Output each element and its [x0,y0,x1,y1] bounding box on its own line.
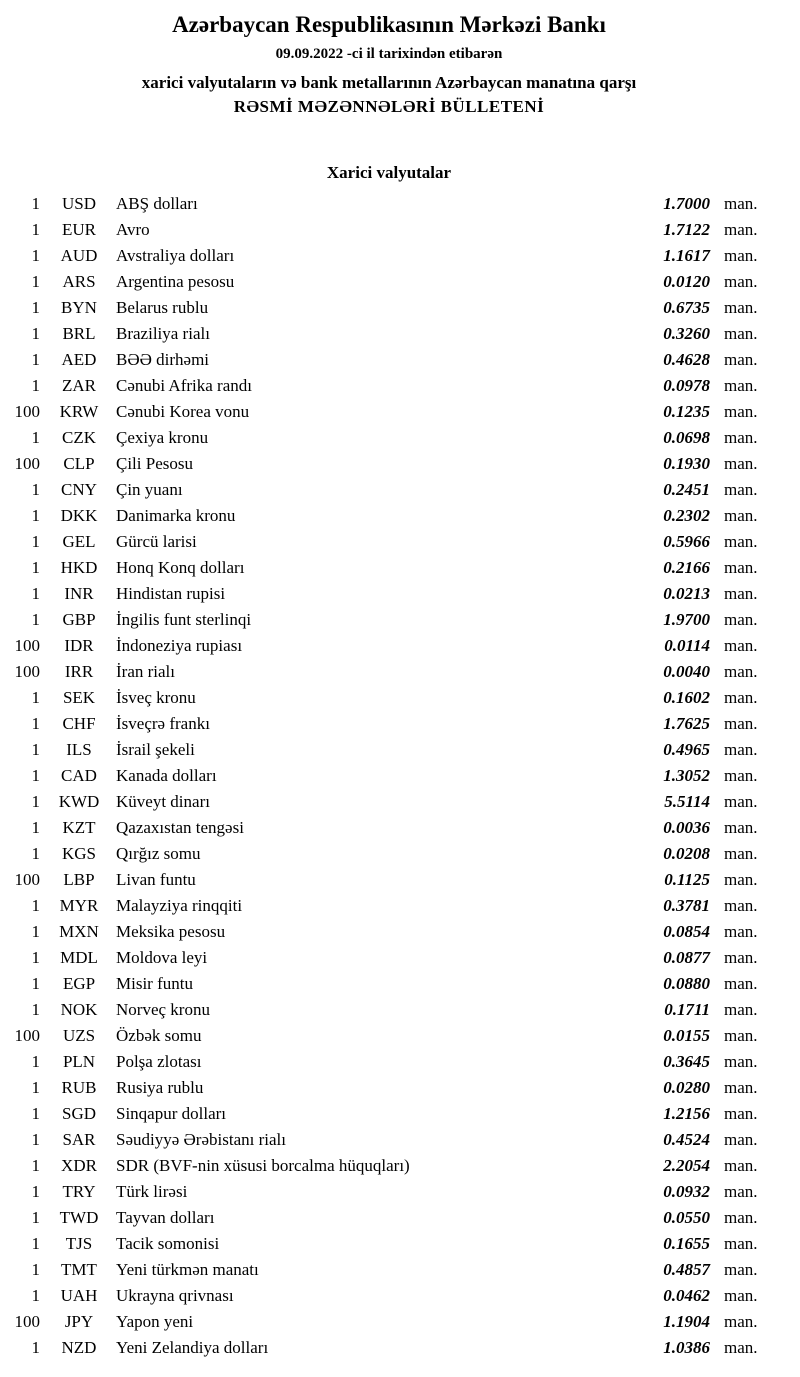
currency-name: Özbək somu [116,1026,202,1045]
rate-row [8,763,770,789]
currency-code: KGS [61,844,96,863]
currency-quantity: 1 [31,1052,40,1071]
unit-label: man. [724,298,758,317]
rate-value: 0.1711 [664,1000,710,1019]
currency-name: ABŞ dolları [116,194,198,213]
rate-value: 0.2302 [663,506,710,525]
unit-label: man. [724,948,758,967]
section-title-foreign-currencies: Xarici valyutalar [326,163,452,182]
currency-name: İran rialı [116,662,175,681]
currency-code: SGD [61,1104,96,1123]
currency-name: Argentina pesosu [116,272,235,291]
unit-label: man. [724,922,758,941]
currency-code: RUB [61,1078,97,1097]
unit-label: man. [724,506,758,525]
currency-code: JPY [64,1312,94,1331]
rate-row [8,321,770,347]
currency-quantity: 1 [31,324,40,343]
rate-value: 0.2451 [663,480,710,499]
rate-row [8,919,770,945]
unit-label: man. [724,610,758,629]
subtitle-line: xarici valyutaların və bank metallarının Azərbaycan manatına qarşı [141,73,637,92]
rate-value: 0.0550 [663,1208,710,1227]
unit-label: man. [724,844,758,863]
currency-code: IDR [64,636,94,655]
currency-name: İsrail şekeli [116,740,195,759]
rate-value: 0.3645 [663,1052,710,1071]
currency-quantity: 1 [31,428,40,447]
rate-row [8,399,770,425]
rate-value: 0.4965 [663,740,710,759]
rate-value: 5.5114 [664,792,710,811]
currency-code: CAD [61,766,97,785]
currency-quantity: 1 [31,1104,40,1123]
rate-value: 0.0462 [663,1286,710,1305]
rate-value: 0.3781 [663,896,710,915]
currency-code: CHF [62,714,96,733]
currency-name: Avro [116,220,150,239]
currency-quantity: 1 [31,1338,40,1357]
currency-code: EUR [62,220,96,239]
currency-code: CNY [61,480,97,499]
unit-label: man. [724,246,758,265]
currency-quantity: 1 [31,1286,40,1305]
currency-code: GBP [62,610,96,629]
currency-code: NZD [61,1338,97,1357]
currency-code: USD [61,194,96,213]
currency-quantity: 100 [14,636,40,655]
unit-label: man. [724,324,758,343]
currency-code: KZT [62,818,96,837]
currency-name: Ukrayna qrivnası [116,1286,234,1305]
rate-value: 0.0036 [663,818,710,837]
rate-row [8,347,770,373]
currency-quantity: 100 [14,454,40,473]
rate-value: 0.4628 [663,350,710,369]
unit-label: man. [724,584,758,603]
currency-quantity: 1 [31,766,40,785]
currency-quantity: 1 [31,1234,40,1253]
rate-value: 0.4524 [663,1130,710,1149]
currency-code: CLP [63,454,95,473]
unit-label: man. [724,1000,758,1019]
unit-label: man. [724,454,758,473]
currency-name: Küveyt dinarı [116,792,210,811]
currency-code: MYR [59,896,99,915]
unit-label: man. [724,1156,758,1175]
rate-value: 2.2054 [663,1156,710,1175]
unit-label: man. [724,1104,758,1123]
currency-code: INR [64,584,94,603]
rate-value: 0.0880 [663,974,710,993]
currency-name: Cənubi Korea vonu [116,402,250,421]
unit-label: man. [724,766,758,785]
rate-row [8,451,770,477]
rate-value: 0.0698 [663,428,710,447]
currency-name: Çexiya kronu [116,428,209,447]
rate-value: 0.0978 [663,376,710,395]
rate-row [8,477,770,503]
rate-value: 0.2166 [663,558,710,577]
currency-quantity: 1 [31,818,40,837]
rate-row [8,607,770,633]
currency-quantity: 100 [14,662,40,681]
currency-name: Meksika pesosu [116,922,226,941]
currency-name: Livan funtu [116,870,196,889]
unit-label: man. [724,714,758,733]
rate-row [8,1049,770,1075]
unit-label: man. [724,1260,758,1279]
unit-label: man. [724,1286,758,1305]
rate-row [8,1153,770,1179]
currency-name: İndoneziya rupiası [116,636,243,655]
unit-label: man. [724,220,758,239]
rate-value: 0.0208 [663,844,710,863]
currency-quantity: 1 [31,194,40,213]
currency-code: BYN [61,298,97,317]
currency-name: Səudiyyə Ərəbistanı rialı [116,1130,286,1149]
rate-row [8,711,770,737]
currency-name: Danimarka kronu [116,506,236,525]
unit-label: man. [724,740,758,759]
currency-quantity: 1 [31,298,40,317]
rate-row [8,425,770,451]
currency-quantity: 100 [14,1312,40,1331]
currency-code: MDL [60,948,98,967]
currency-quantity: 1 [31,974,40,993]
rate-value: 0.0877 [663,948,710,967]
rate-value: 1.0386 [663,1338,710,1357]
currency-code: ARS [62,272,96,291]
bulletin-title: RƏSMİ MƏZƏNNƏLƏRİ BÜLLETENİ [233,97,545,116]
rate-value: 0.6735 [663,298,710,317]
currency-quantity: 1 [31,272,40,291]
currency-code: XDR [61,1156,97,1175]
page-title: Azərbaycan Respublikasının Mərkəzi Bankı [172,12,606,37]
rate-value: 1.1904 [663,1312,710,1331]
rate-row [8,191,770,217]
currency-name: İsveçrə frankı [116,714,210,733]
currency-code: AUD [60,246,98,265]
unit-label: man. [724,870,758,889]
currency-quantity: 1 [31,350,40,369]
currency-code: BRL [62,324,96,343]
rate-row [8,659,770,685]
currency-quantity: 1 [31,1208,40,1227]
currency-quantity: 1 [31,220,40,239]
currency-name: Çin yuanı [116,480,183,499]
currency-name: Belarus rublu [116,298,209,317]
rate-value: 0.1125 [664,870,710,889]
currency-code: TRY [62,1182,96,1201]
currency-quantity: 1 [31,740,40,759]
currency-quantity: 1 [31,558,40,577]
currency-name: Tayvan dolları [116,1208,215,1227]
currency-code: ILS [66,740,92,759]
rate-row [8,217,770,243]
rate-row [8,373,770,399]
rate-value: 0.0114 [664,636,710,655]
currency-name: Braziliya rialı [116,324,210,343]
rate-row [8,581,770,607]
rate-row [8,243,770,269]
currency-code: GEL [62,532,96,551]
rate-value: 0.1930 [663,454,710,473]
currency-name: İsveç kronu [116,688,196,707]
currency-name: İngilis funt sterlinqi [116,610,252,629]
rate-value: 0.4857 [663,1260,710,1279]
currency-quantity: 1 [31,1130,40,1149]
rate-value: 1.7122 [663,220,710,239]
currency-quantity: 1 [31,1260,40,1279]
unit-label: man. [724,1338,758,1357]
currency-code: UAH [60,1286,98,1305]
currency-code: AED [61,350,97,369]
currency-name: Sinqapur dolları [116,1104,227,1123]
currency-quantity: 1 [31,506,40,525]
currency-name: Yeni Zelandiya dolları [116,1338,269,1357]
unit-label: man. [724,1234,758,1253]
currency-code: UZS [62,1026,96,1045]
rate-row [8,841,770,867]
currency-name: BƏƏ dirhəmi [116,350,210,369]
currency-code: IRR [64,662,94,681]
unit-label: man. [724,1078,758,1097]
currency-name: Yapon yeni [116,1312,194,1331]
unit-label: man. [724,272,758,291]
currency-code: EGP [62,974,96,993]
currency-name: SDR (BVF-nin xüsusi borcalma hüquqları) [116,1156,410,1175]
currency-quantity: 1 [31,714,40,733]
rate-value: 1.2156 [663,1104,710,1123]
unit-label: man. [724,896,758,915]
currency-quantity: 1 [31,844,40,863]
currency-code: ZAR [62,376,96,395]
rate-row [8,1231,770,1257]
currency-name: Cənubi Afrika randı [116,376,252,395]
rate-row [8,737,770,763]
rate-row [8,503,770,529]
currency-name: Rusiya rublu [116,1078,204,1097]
currency-name: Türk lirəsi [116,1182,188,1201]
rate-row [8,1023,770,1049]
rate-row [8,1101,770,1127]
currency-quantity: 1 [31,610,40,629]
rate-row [8,1257,770,1283]
rate-row [8,529,770,555]
rate-value: 1.3052 [663,766,710,785]
rate-value: 0.0280 [663,1078,710,1097]
rate-value: 0.1602 [663,688,710,707]
rate-row [8,971,770,997]
currency-name: Avstraliya dolları [116,246,235,265]
rate-value: 0.1655 [663,1234,710,1253]
unit-label: man. [724,558,758,577]
currency-code: MXN [59,922,99,941]
currency-quantity: 1 [31,948,40,967]
currency-name: Tacik somonisi [116,1234,220,1253]
rate-row [8,867,770,893]
unit-label: man. [724,974,758,993]
rate-value: 0.0932 [663,1182,710,1201]
currency-code: PLN [62,1052,96,1071]
currency-code: LBP [63,870,95,889]
currency-name: Kanada dolları [116,766,217,785]
currency-code: KRW [59,402,99,421]
currency-name: Moldova leyi [116,948,208,967]
currency-code: TJS [65,1234,93,1253]
rate-row [8,997,770,1023]
currency-name: Misir funtu [116,974,193,993]
rate-row [8,685,770,711]
exchange-rates-table [8,191,770,1361]
unit-label: man. [724,350,758,369]
unit-label: man. [724,1182,758,1201]
rate-row [8,893,770,919]
currency-quantity: 1 [31,1000,40,1019]
currency-code: TMT [61,1260,97,1279]
currency-quantity: 1 [31,1182,40,1201]
currency-quantity: 1 [31,376,40,395]
currency-code: TWD [59,1208,99,1227]
rate-row [8,1127,770,1153]
unit-label: man. [724,818,758,837]
unit-label: man. [724,402,758,421]
currency-code: DKK [60,506,98,525]
unit-label: man. [724,1130,758,1149]
currency-name: Yeni türkmən manatı [116,1260,259,1279]
currency-quantity: 1 [31,584,40,603]
currency-quantity: 1 [31,246,40,265]
currency-quantity: 1 [31,532,40,551]
rate-value: 0.0120 [663,272,710,291]
bulletin-header [8,12,770,117]
rate-value: 0.0040 [663,662,710,681]
currency-quantity: 100 [14,870,40,889]
currency-name: Norveç kronu [116,1000,210,1019]
currency-code: SEK [62,688,96,707]
rate-value: 1.1617 [663,246,710,265]
rate-row [8,1205,770,1231]
unit-label: man. [724,194,758,213]
rate-value: 1.7625 [663,714,710,733]
rate-row [8,1309,770,1335]
rate-value: 0.0854 [663,922,710,941]
rate-row [8,1283,770,1309]
rate-value: 1.9700 [663,610,710,629]
currency-quantity: 1 [31,896,40,915]
unit-label: man. [724,1052,758,1071]
rate-row [8,295,770,321]
currency-quantity: 1 [31,688,40,707]
rate-row [8,633,770,659]
rate-value: 0.0155 [663,1026,710,1045]
rate-value: 0.3260 [663,324,710,343]
rate-row [8,815,770,841]
currency-code: SAR [62,1130,96,1149]
currency-code: HKD [60,558,98,577]
currency-quantity: 1 [31,480,40,499]
effective-date-line: 09.09.2022 -ci il tarixindən etibarən [275,46,503,62]
rate-value: 0.1235 [663,402,710,421]
unit-label: man. [724,480,758,499]
rate-row [8,789,770,815]
currency-quantity: 1 [31,1156,40,1175]
currency-code: NOK [60,1000,98,1019]
rate-value: 0.5966 [663,532,710,551]
unit-label: man. [724,1312,758,1331]
currency-name: Qırğız somu [116,844,201,863]
unit-label: man. [724,1208,758,1227]
currency-quantity: 100 [14,402,40,421]
unit-label: man. [724,376,758,395]
unit-label: man. [724,1026,758,1045]
currency-name: Malayziya rinqqiti [116,896,243,915]
currency-quantity: 100 [14,1026,40,1045]
currency-quantity: 1 [31,922,40,941]
rate-value: 0.0213 [663,584,710,603]
currency-name: Gürcü larisi [116,532,197,551]
rate-row [8,1075,770,1101]
currency-name: Çili Pesosu [116,454,193,473]
unit-label: man. [724,636,758,655]
currency-quantity: 1 [31,792,40,811]
unit-label: man. [724,792,758,811]
rate-row [8,1335,770,1361]
currency-name: Hindistan rupisi [116,584,226,603]
rate-row [8,1179,770,1205]
rate-row [8,945,770,971]
rate-value: 1.7000 [663,194,710,213]
rate-row [8,555,770,581]
currency-name: Honq Konq dolları [116,558,245,577]
unit-label: man. [724,532,758,551]
unit-label: man. [724,688,758,707]
currency-code: CZK [62,428,96,447]
currency-code: KWD [58,792,100,811]
currency-name: Qazaxıstan tengəsi [116,818,244,837]
unit-label: man. [724,662,758,681]
unit-label: man. [724,428,758,447]
currency-name: Polşa zlotası [116,1052,202,1071]
rate-row [8,269,770,295]
currency-quantity: 1 [31,1078,40,1097]
